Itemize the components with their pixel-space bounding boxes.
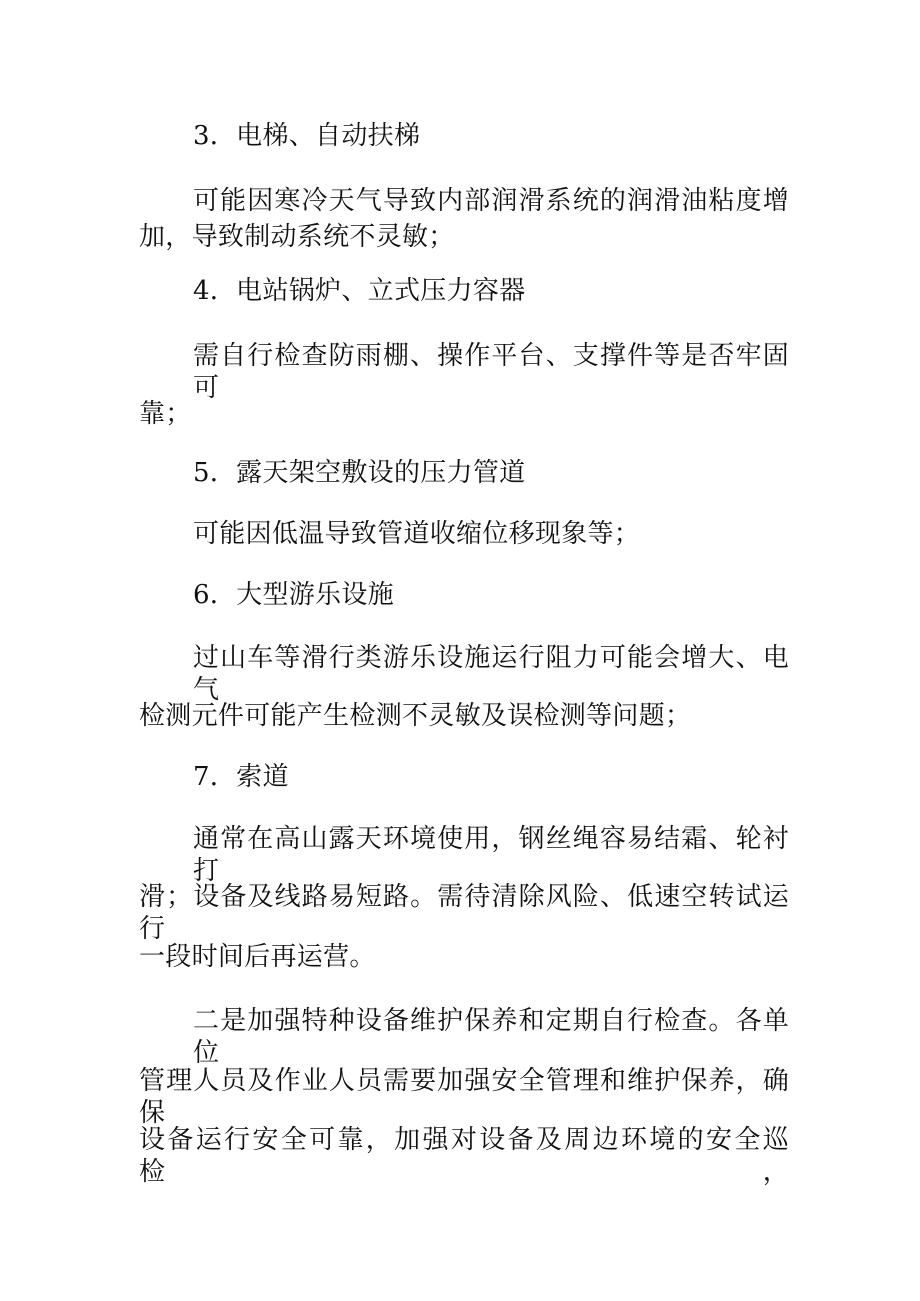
heading-boiler: 4．电站锅炉、立式压力容器 <box>193 276 526 306</box>
heading-pipeline: 5．露天架空敷设的压力管道 <box>193 458 526 488</box>
heading-ropeway: 7．索道 <box>193 762 289 792</box>
paragraph-line: 可能因低温导致管道收缩位移现象等； <box>193 519 641 549</box>
paragraph-line: 靠； <box>139 399 192 429</box>
paragraph-line: 加，导致制动系统不灵敏； <box>139 222 455 252</box>
paragraph-line: 通常在高山露天环境使用，钢丝绳容易结霜、轮衬打 <box>193 824 789 886</box>
paragraph-line: 检测元件可能产生检测不灵敏及误检测等问题； <box>139 701 692 731</box>
paragraph-line: 可能因寒冷天气导致内部润滑系统的润滑油粘度增 <box>193 186 789 216</box>
paragraph-line: 设备运行安全可靠，加强对设备及周边环境的安全巡检， <box>139 1125 789 1187</box>
paragraph-line: 需自行检查防雨棚、操作平台、支撑件等是否牢固可 <box>193 341 789 403</box>
paragraph-line: 二是加强特种设备维护保养和定期自行检查。各单位 <box>193 1006 789 1068</box>
heading-amusement: 6．大型游乐设施 <box>193 580 394 610</box>
paragraph-line: 管理人员及作业人员需要加强安全管理和维护保养，确保 <box>139 1066 789 1128</box>
paragraph-line: 一段时间后再运营。 <box>139 942 376 972</box>
heading-elevator: 3．电梯、自动扶梯 <box>193 121 421 151</box>
paragraph-line: 滑；设备及线路易短路。需待清除风险、低速空转试运行 <box>139 882 789 944</box>
paragraph-line: 过山车等滑行类游乐设施运行阻力可能会增大、电气 <box>193 643 789 705</box>
